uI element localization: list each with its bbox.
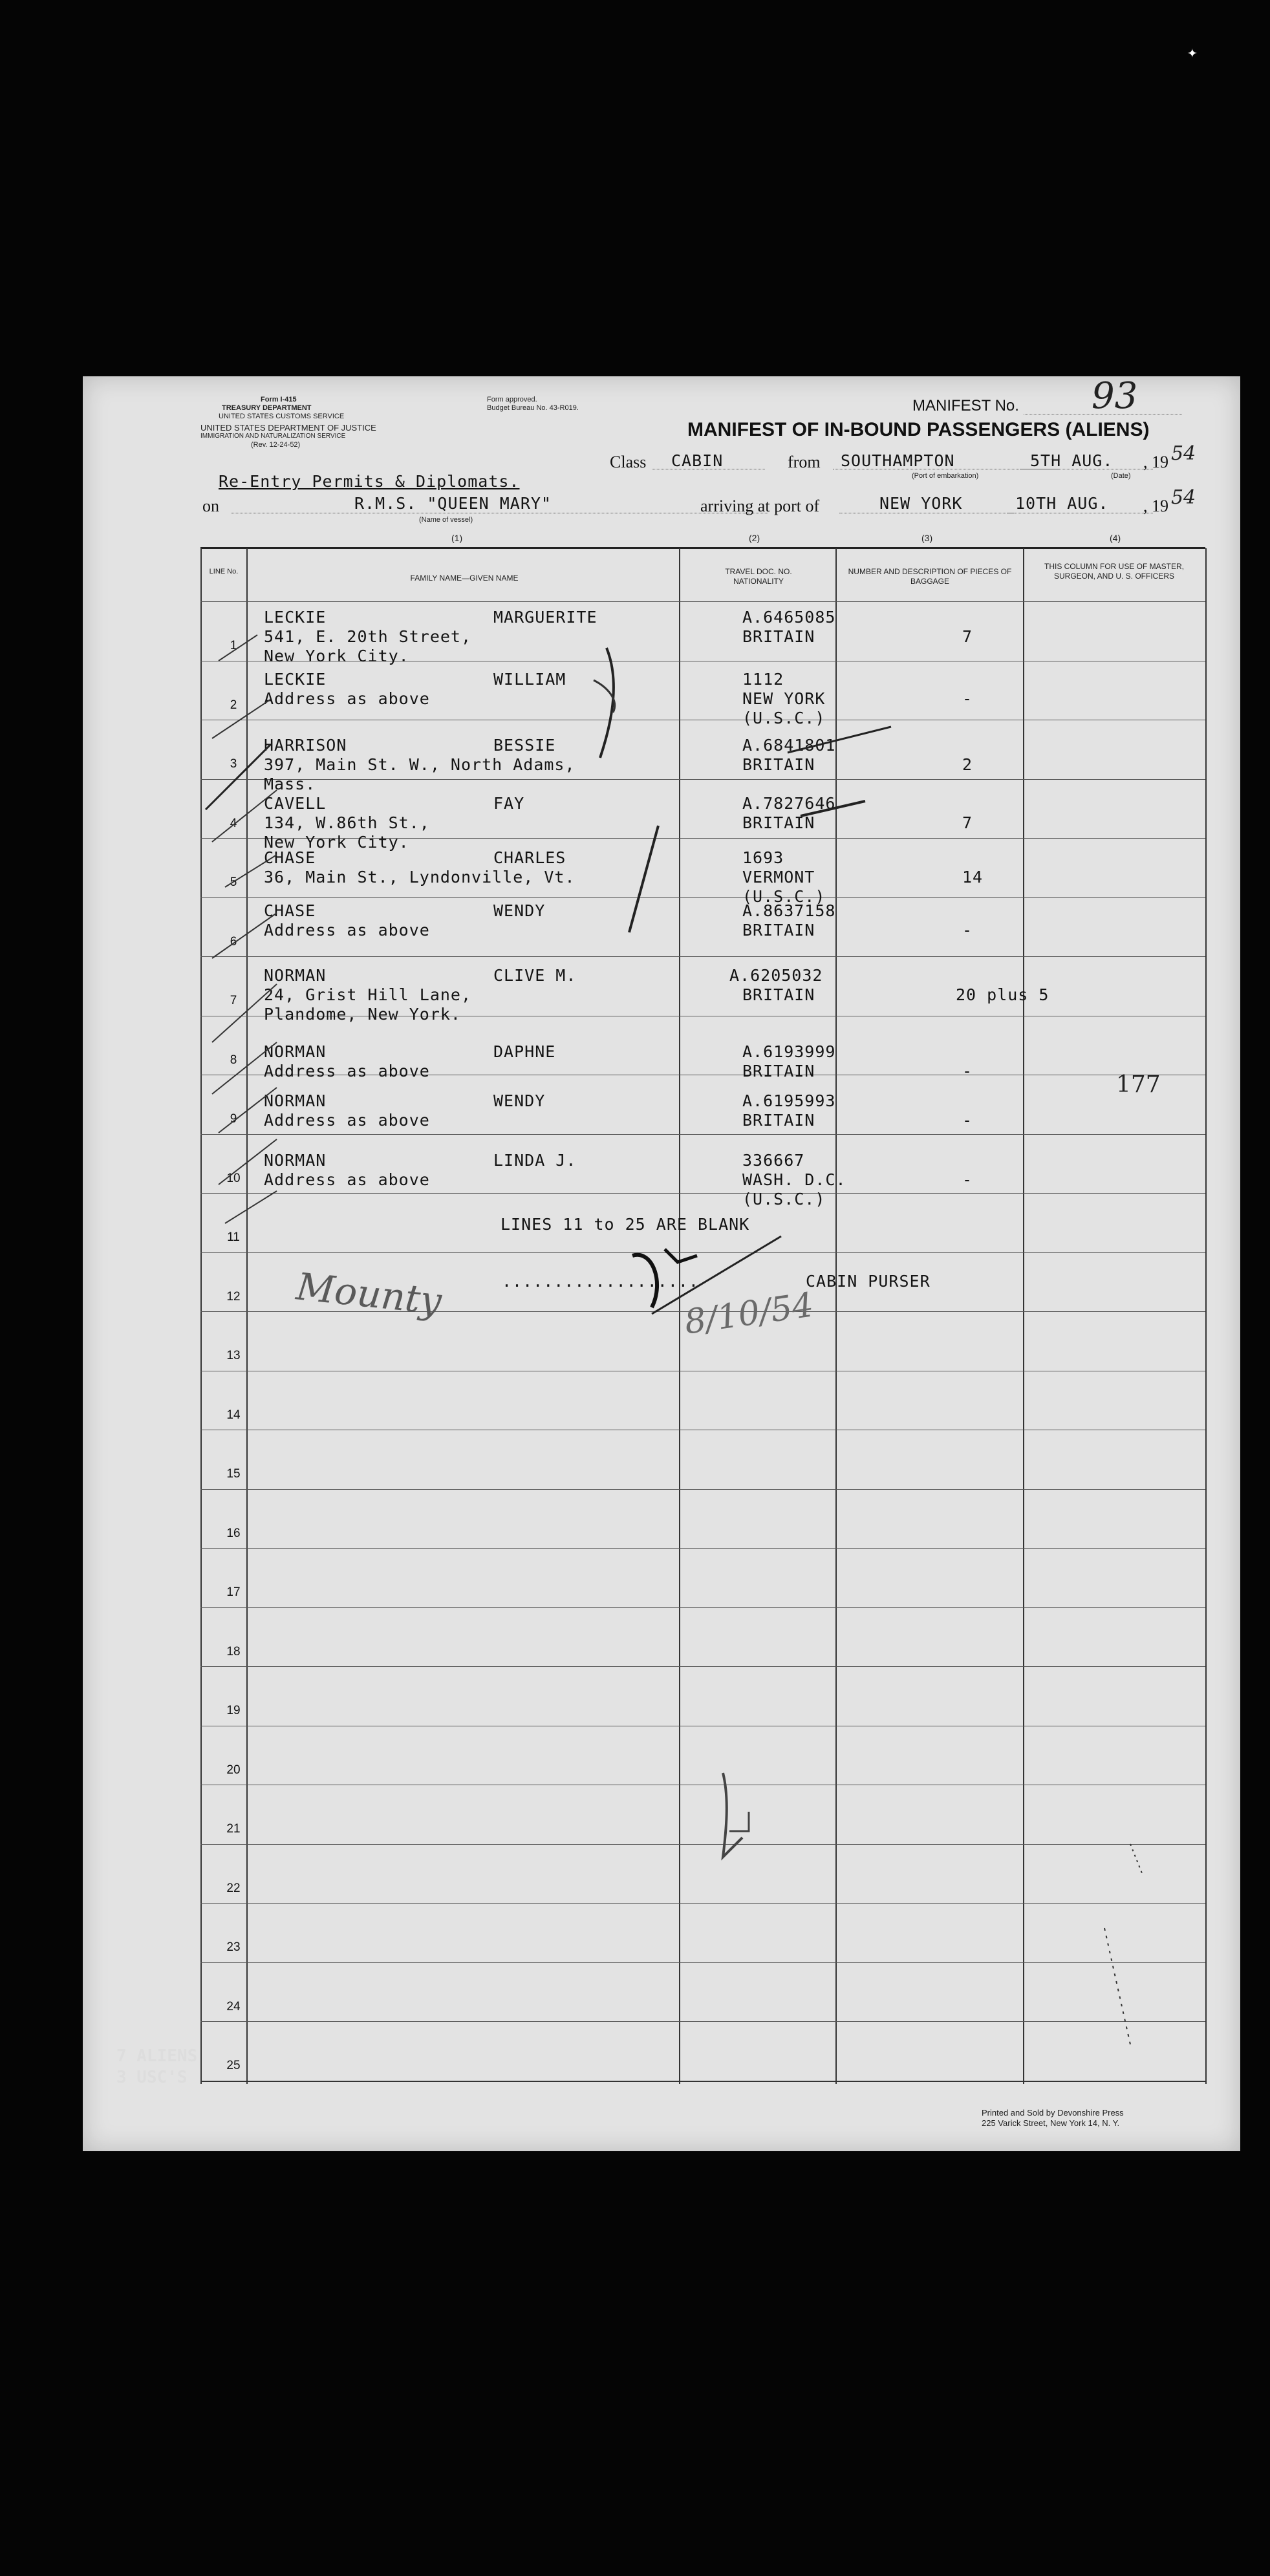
line-number: 17 bbox=[226, 1585, 241, 1599]
entry-bag: 20 plus 5 bbox=[956, 985, 1049, 1004]
entry-addr2: New York City. bbox=[264, 647, 409, 665]
entry-given: LINDA J. bbox=[493, 1151, 577, 1170]
entry-bag: - bbox=[962, 1170, 973, 1189]
table-bottom-border bbox=[200, 2081, 1205, 2082]
line-number: 11 bbox=[227, 1230, 240, 1244]
form-number: Form I-415 bbox=[261, 396, 297, 403]
printer-line-2: 225 Varick Street, New York 14, N. Y. bbox=[982, 2118, 1120, 2128]
entry-doc: A.6193999 bbox=[742, 1042, 836, 1061]
form-approved: Form approved. bbox=[487, 396, 537, 403]
entry-bag: - bbox=[962, 689, 973, 708]
entry-nat: BRITAIN bbox=[742, 1062, 815, 1080]
entry-nat: BRITAIN bbox=[742, 627, 815, 646]
manifest-page bbox=[83, 376, 1240, 2151]
line-number: 14 bbox=[226, 1408, 241, 1422]
entry-bag: 14 bbox=[962, 868, 984, 886]
line-number: 22 bbox=[226, 1882, 241, 1895]
entry-given: WILLIAM bbox=[493, 670, 566, 689]
entry-given: MARGUERITE bbox=[493, 608, 597, 627]
row-line bbox=[200, 1844, 1205, 1845]
line-number: 6 bbox=[230, 935, 237, 949]
entry-nat2: (U.S.C.) bbox=[742, 887, 826, 906]
entry-doc: 1112 bbox=[742, 670, 784, 689]
entry-addr2: New York City. bbox=[264, 833, 409, 852]
entry-addr1: Address as above bbox=[264, 1111, 430, 1130]
entry-doc: A.6195993 bbox=[742, 1091, 836, 1110]
line-number: 8 bbox=[230, 1053, 237, 1067]
entry-family: LECKIE bbox=[264, 670, 327, 689]
blank-lines-note: LINES 11 to 25 ARE BLANK bbox=[500, 1215, 750, 1234]
budget-bureau: Budget Bureau No. 43-R019. bbox=[487, 404, 579, 412]
entry-nat: VERMONT bbox=[742, 868, 815, 886]
from-label: from bbox=[788, 453, 821, 471]
entry-doc: 336667 bbox=[742, 1151, 805, 1170]
customs-service: UNITED STATES CUSTOMS SERVICE bbox=[219, 413, 345, 420]
ins-label: IMMIGRATION AND NATURALIZATION SERVICE bbox=[200, 433, 346, 440]
line-number: 9 bbox=[230, 1112, 237, 1126]
line-number: 23 bbox=[226, 1940, 241, 1954]
entry-nat: WASH. D.C. bbox=[742, 1170, 846, 1189]
entry-nat: BRITAIN bbox=[742, 985, 815, 1004]
cabin-purser-label: CABIN PURSER bbox=[806, 1272, 931, 1291]
embark-date: 5TH AUG. bbox=[1030, 451, 1114, 470]
row-line bbox=[200, 1193, 1205, 1194]
manifest-title: MANIFEST OF IN-BOUND PASSENGERS (ALIENS) bbox=[687, 419, 1150, 440]
entry-doc: A.6841801 bbox=[742, 736, 836, 755]
class-value: CABIN bbox=[671, 451, 724, 470]
entry-nat2: (U.S.C.) bbox=[742, 709, 826, 727]
entry-bag: 2 bbox=[962, 755, 973, 774]
entry-addr1: 134, W.86th St., bbox=[264, 813, 430, 832]
line-number: 1 bbox=[230, 639, 237, 652]
line-number: 2 bbox=[230, 698, 237, 712]
row-line bbox=[200, 1489, 1205, 1490]
entry-given: CLIVE M. bbox=[493, 966, 577, 985]
arrival-port: NEW YORK bbox=[879, 494, 963, 513]
header-line-no: LINE No. bbox=[209, 568, 239, 575]
vessel-caption: (Name of vessel) bbox=[419, 516, 473, 524]
arrival-year: 54 bbox=[1171, 486, 1196, 509]
entry-family: CHASE bbox=[264, 901, 316, 920]
entry-bag: 7 bbox=[962, 627, 973, 646]
entry-doc: A.8637158 bbox=[742, 901, 836, 920]
from-value: SOUTHAMPTON bbox=[841, 451, 955, 470]
entry-bag: - bbox=[962, 1062, 973, 1080]
line-number: 15 bbox=[226, 1467, 241, 1481]
treasury-department: TREASURY DEPARTMENT bbox=[222, 404, 312, 412]
line-number: 10 bbox=[226, 1172, 241, 1185]
entry-doc: 1693 bbox=[742, 848, 784, 867]
entry-given: CHARLES bbox=[493, 848, 566, 867]
arrival-year-prefix: , 19 bbox=[1143, 497, 1168, 515]
entry-nat: NEW YORK bbox=[742, 689, 826, 708]
subtitle: Re-Entry Permits & Diplomats. bbox=[219, 472, 520, 491]
row-line bbox=[200, 601, 1205, 602]
entry-addr1: Address as above bbox=[264, 689, 430, 708]
line-number: 19 bbox=[226, 1704, 241, 1717]
entry-family: NORMAN bbox=[264, 1091, 327, 1110]
entry-given: FAY bbox=[493, 794, 525, 813]
row-line bbox=[200, 1962, 1205, 1963]
aliens-count: 7 ALIENS bbox=[116, 2046, 198, 2066]
row-line bbox=[200, 1548, 1205, 1549]
pen-marks bbox=[83, 376, 1240, 2151]
officer-note: 177 bbox=[1116, 1071, 1161, 1098]
entry-addr1: Address as above bbox=[264, 1062, 430, 1080]
entry-addr1: 36, Main St., Lyndonville, Vt. bbox=[264, 868, 576, 886]
header-baggage: NUMBER AND DESCRIPTION OF PIECES OF BAGGAGE bbox=[848, 567, 1012, 586]
entry-doc: A.7827646 bbox=[742, 794, 836, 813]
signature-date: 8/10/54 bbox=[682, 1285, 816, 1342]
embark-year: 54 bbox=[1171, 442, 1196, 465]
purser-signature: Mounty bbox=[294, 1264, 444, 1324]
year-prefix: , 19 bbox=[1143, 453, 1168, 471]
manifest-number: 93 bbox=[1092, 375, 1138, 417]
row-line bbox=[200, 1607, 1205, 1608]
entry-addr1: Address as above bbox=[264, 1170, 430, 1189]
entry-bag: 7 bbox=[962, 813, 973, 832]
entry-bag: - bbox=[962, 1111, 973, 1130]
entry-family: NORMAN bbox=[264, 1042, 327, 1061]
row-line bbox=[200, 2021, 1205, 2022]
entry-family: NORMAN bbox=[264, 1151, 327, 1170]
col-number-2: (2) bbox=[749, 533, 760, 543]
header-travel-doc: TRAVEL DOC. NO. NATIONALITY bbox=[725, 567, 792, 586]
entry-addr1: Address as above bbox=[264, 921, 430, 939]
col-number-1: (1) bbox=[451, 533, 463, 543]
row-line bbox=[200, 897, 1205, 898]
entry-doc: A.6465085 bbox=[742, 608, 836, 627]
arriving-label: arriving at port of bbox=[700, 497, 820, 515]
entry-family: HARRISON bbox=[264, 736, 347, 755]
entry-family: LECKIE bbox=[264, 608, 327, 627]
entry-nat2: (U.S.C.) bbox=[742, 1190, 826, 1208]
entry-nat: BRITAIN bbox=[742, 813, 815, 832]
entry-addr1: 24, Grist Hill Lane, bbox=[264, 985, 472, 1004]
line-number: 25 bbox=[226, 2059, 241, 2072]
line-number: 5 bbox=[230, 875, 237, 889]
purser-dots: ................... bbox=[502, 1272, 699, 1291]
vessel-name: R.M.S. "QUEEN MARY" bbox=[354, 494, 552, 513]
row-line bbox=[200, 1666, 1205, 1667]
entry-given: WENDY bbox=[493, 1091, 546, 1110]
entry-nat: BRITAIN bbox=[742, 1111, 815, 1130]
embark-caption: (Port of embarkation) bbox=[912, 472, 979, 480]
entry-given: BESSIE bbox=[493, 736, 556, 755]
entry-bag: - bbox=[962, 921, 973, 939]
line-number: 4 bbox=[230, 817, 237, 830]
on-label: on bbox=[202, 497, 219, 515]
entry-given: DAPHNE bbox=[493, 1042, 556, 1061]
entry-family: NORMAN bbox=[264, 966, 327, 985]
row-line bbox=[200, 1903, 1205, 1904]
printer-line-1: Printed and Sold by Devonshire Press bbox=[982, 2108, 1124, 2118]
line-number: 13 bbox=[226, 1349, 241, 1362]
arrival-date: 10TH AUG. bbox=[1015, 494, 1109, 513]
entry-nat: BRITAIN bbox=[742, 921, 815, 939]
dept-of-justice: UNITED STATES DEPARTMENT OF JUSTICE bbox=[200, 423, 376, 433]
entry-nat: BRITAIN bbox=[742, 755, 815, 774]
line-number: 18 bbox=[226, 1645, 241, 1658]
col-number-4: (4) bbox=[1110, 533, 1121, 543]
header-name: FAMILY NAME—GIVEN NAME bbox=[410, 574, 519, 583]
date-caption: (Date) bbox=[1111, 472, 1131, 480]
entry-addr1: 541, E. 20th Street, bbox=[264, 627, 472, 646]
line-number: 21 bbox=[226, 1822, 241, 1836]
row-line bbox=[200, 779, 1205, 780]
entry-addr1: 397, Main St. W., North Adams, bbox=[264, 755, 576, 774]
usc-count: 3 USC'S bbox=[116, 2068, 188, 2087]
line-number: 12 bbox=[226, 1290, 241, 1304]
line-number: 20 bbox=[226, 1763, 241, 1777]
entry-addr2: Plandome, New York. bbox=[264, 1005, 461, 1024]
line-number: 7 bbox=[230, 994, 237, 1007]
class-label: Class bbox=[610, 453, 647, 471]
entry-family: CHASE bbox=[264, 848, 316, 867]
scan-mark: ✦ bbox=[1187, 43, 1198, 62]
line-number: 16 bbox=[226, 1527, 241, 1540]
rev-date: (Rev. 12-24-52) bbox=[251, 441, 301, 449]
entry-family: CAVELL bbox=[264, 794, 327, 813]
entry-doc: A.6205032 bbox=[729, 966, 823, 985]
line-number: 24 bbox=[226, 2000, 241, 2013]
line-number: 3 bbox=[230, 757, 237, 771]
row-line bbox=[200, 956, 1205, 957]
row-line bbox=[200, 1252, 1205, 1253]
col-number-3: (3) bbox=[921, 533, 933, 543]
entry-given: WENDY bbox=[493, 901, 546, 920]
row-line bbox=[200, 1134, 1205, 1135]
manifest-no-label: MANIFEST No. bbox=[912, 397, 1019, 414]
header-officers: THIS COLUMN FOR USE OF MASTER, SURGEON, AND U. S. OFFICERS bbox=[1044, 562, 1184, 581]
entry-addr2: Mass. bbox=[264, 775, 316, 793]
table-top-border bbox=[200, 547, 1205, 549]
table-right-border bbox=[1205, 548, 1207, 2084]
